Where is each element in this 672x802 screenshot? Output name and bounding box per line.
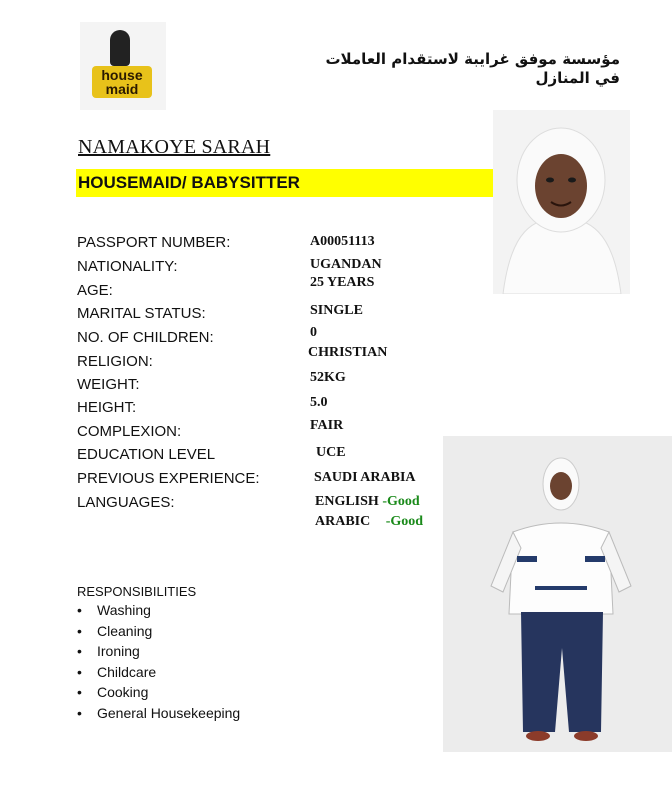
marital-status-label: MARITAL STATUS: [77, 305, 206, 322]
religion-value: CHRISTIAN [308, 345, 388, 360]
nationality-value: UGANDAN [310, 257, 382, 272]
children-value: 0 [310, 325, 317, 340]
portrait-photo [493, 110, 630, 294]
language-level: -Good [382, 494, 420, 509]
list-item: • General Housekeeping [77, 705, 240, 726]
height-value: 5.0 [310, 395, 328, 410]
candidate-name: NAMAKOYE SARAH [78, 136, 271, 158]
experience-value: SAUDI ARABIA [314, 470, 416, 485]
height-label: HEIGHT: [77, 399, 137, 416]
list-item: • Childcare [77, 664, 240, 685]
experience-label: PREVIOUS EXPERIENCE: [77, 470, 260, 487]
complexion-label: COMPLEXION: [77, 423, 182, 440]
full-body-photo [443, 436, 672, 752]
language-name: ARABIC [315, 514, 371, 529]
age-label: AGE: [77, 282, 113, 299]
language-name: ENGLISH [315, 494, 379, 509]
complexion-value: FAIR [310, 418, 344, 433]
education-value: UCE [316, 445, 346, 460]
languages-label: LANGUAGES: [77, 494, 175, 511]
list-item: • Ironing [77, 643, 240, 664]
company-logo [80, 22, 166, 110]
list-item: • Washing [77, 602, 240, 623]
list-item: • Cooking [77, 684, 240, 705]
passport-value: A00051113 [310, 234, 375, 249]
age-value: 25 YEARS [310, 275, 375, 290]
responsibilities-list [77, 602, 240, 725]
children-label: NO. OF CHILDREN: [77, 329, 214, 346]
religion-label: RELIGION: [77, 353, 153, 370]
responsibilities-title: RESPONSIBILITIES [77, 584, 197, 599]
nationality-label: NATIONALITY: [77, 258, 178, 275]
language-row [315, 514, 423, 530]
education-label: EDUCATION LEVEL [77, 446, 216, 463]
weight-value: 52KG [310, 370, 346, 385]
passport-label: PASSPORT NUMBER: [77, 234, 231, 251]
maid-figure-icon [110, 30, 130, 66]
agency-title-arabic: مؤسسة موفق غرايبة لاستقدام العاملات في المنازل [325, 50, 620, 87]
weight-label: WEIGHT: [77, 376, 140, 393]
position-title: HOUSEMAID/ BABYSITTER [78, 173, 300, 192]
list-item: • Cleaning [77, 623, 240, 644]
marital-status-value: SINGLE [310, 303, 363, 318]
language-row [315, 494, 420, 510]
language-level: -Good [385, 514, 424, 529]
logo-text: house maid [92, 66, 152, 98]
position-banner [76, 169, 494, 197]
